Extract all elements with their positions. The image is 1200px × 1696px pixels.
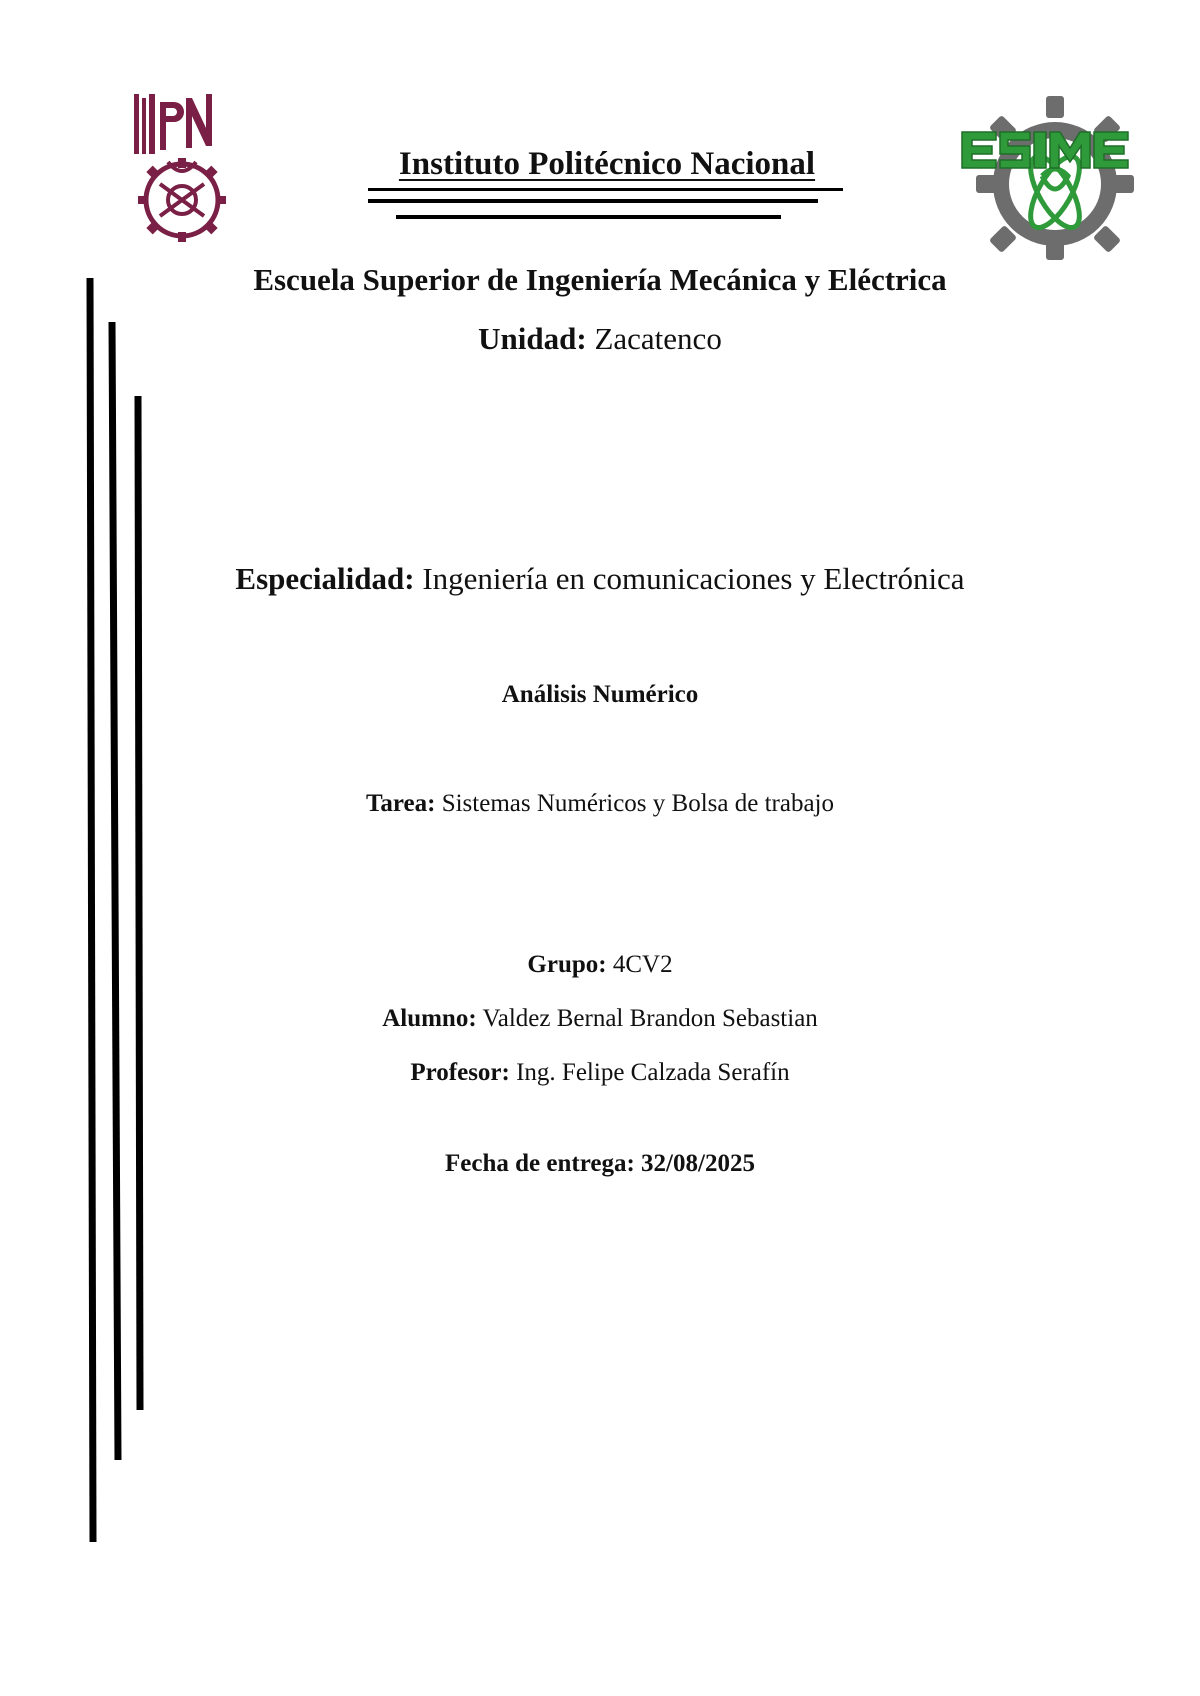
student-label: Alumno: — [382, 1005, 477, 1032]
group-value: 4CV2 — [606, 951, 673, 978]
task-line — [0, 790, 1200, 818]
school-name: Escuela Superior de Ingeniería Mecánica y Eléctrica — [253, 262, 947, 297]
title-rule-1 — [368, 188, 843, 191]
group-line — [0, 951, 1200, 979]
professor-line — [0, 1059, 1200, 1087]
vertical-line-outer — [90, 278, 93, 1542]
institution-title: Instituto Politécnico Nacional — [398, 146, 816, 182]
vertical-line-middle — [112, 322, 118, 1460]
unit-value: Zacatenco — [586, 321, 722, 356]
due-date-label: Fecha de entrega: — [445, 1150, 635, 1177]
ipn-logo-icon — [130, 92, 232, 248]
task-label: Tarea: — [366, 790, 436, 817]
due-date-value: 32/08/2025 — [634, 1150, 755, 1177]
group-label: Grupo: — [527, 951, 607, 978]
specialty-label: Especialidad: — [235, 561, 415, 596]
unit-line — [0, 321, 1200, 357]
specialty-value: Ingeniería en comunicaciones y Electrónica — [414, 561, 965, 596]
professor-value: Ing. Felipe Calzada Serafín — [509, 1059, 790, 1086]
vertical-line-inner — [138, 396, 140, 1410]
unit-label: Unidad: — [478, 321, 587, 356]
student-line — [0, 1005, 1200, 1033]
title-rule-2 — [368, 199, 818, 203]
professor-label: Profesor: — [410, 1059, 510, 1086]
student-value: Valdez Bernal Brandon Sebastian — [476, 1005, 818, 1032]
esime-logo-icon — [958, 92, 1152, 262]
specialty-line — [0, 561, 1200, 597]
task-value: Sistemas Numéricos y Bolsa de trabajo — [435, 790, 834, 817]
title-rule-3 — [396, 215, 781, 219]
due-date-line — [0, 1150, 1200, 1178]
course-name: Análisis Numérico — [501, 681, 699, 708]
decorative-vertical-lines — [80, 270, 150, 1550]
